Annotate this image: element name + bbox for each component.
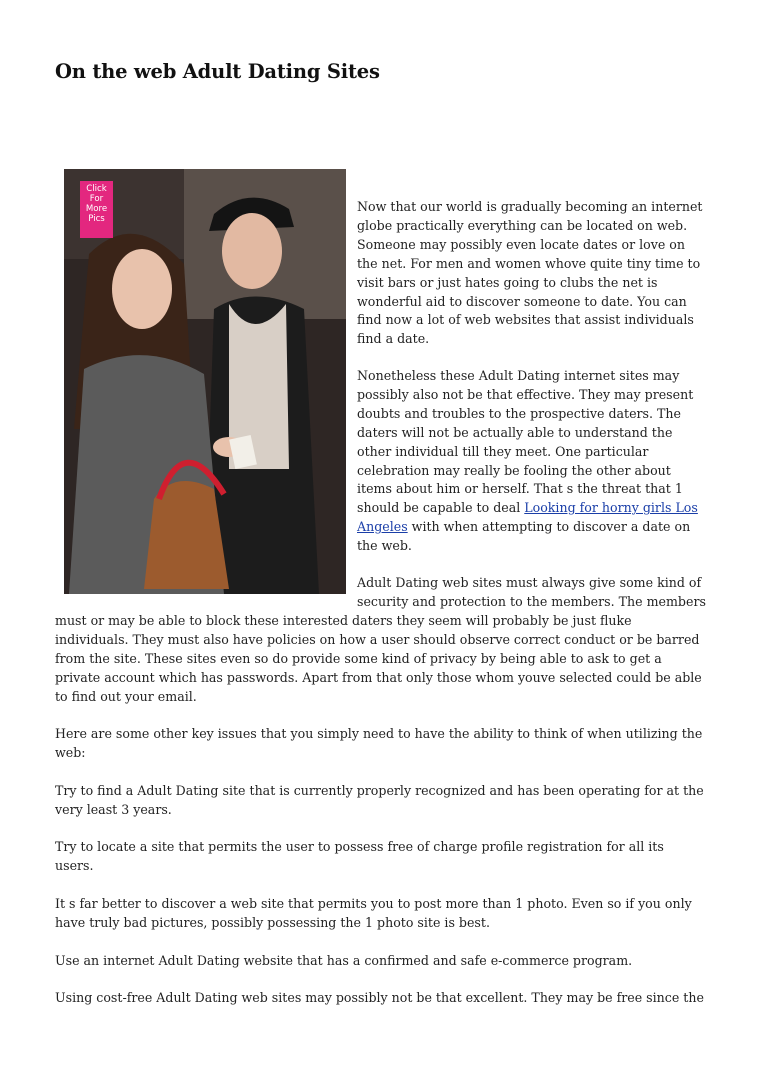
paragraph-nonetheless	[357, 367, 713, 556]
los-angeles-link-continued[interactable]: Angeles	[357, 519, 408, 535]
paragraph-security-start	[357, 574, 713, 612]
text-line: possibly also not be that effective. They may present	[357, 386, 694, 402]
text-line: wonderful aid to discover someone to date. You can	[357, 293, 687, 309]
text-line: web:	[55, 744, 86, 760]
paragraph-photos	[55, 895, 715, 933]
text-line: Adult Dating web sites must always give some kind of	[357, 575, 702, 590]
article-photo	[64, 169, 346, 594]
paragraph-key-issues	[55, 725, 715, 763]
text-line: visit bars or just hates going to clubs the net is	[357, 274, 658, 290]
badge-line: More	[85, 204, 108, 214]
paragraph-security-continued	[55, 612, 715, 707]
badge-line: Pics	[88, 214, 105, 224]
paragraph-intro	[357, 198, 713, 349]
text-fragment: should be capable to deal	[357, 500, 525, 516]
text-line: daters will not be actually able to understand the	[357, 424, 673, 440]
text-line: from the site. These sites even so do provide some kind of privacy by being able to ask to get a	[55, 650, 662, 666]
text-line: Using cost-free Adult Dating web sites may possibly not be that excellent. They may be free since the	[55, 990, 704, 1005]
los-angeles-link[interactable]: Looking for horny girls Los	[524, 500, 698, 516]
text-line: must or may be able to block these interested daters they seem will probably be just fluke	[55, 613, 632, 628]
text-line: find a date.	[357, 331, 430, 347]
text-line: Now that our world is gradually becoming an internet	[357, 199, 703, 214]
badge-line: For	[89, 194, 104, 204]
paragraph-recognized-site	[55, 782, 715, 820]
text-line: doubts and troubles to the prospective daters. The	[357, 405, 681, 421]
text-line: private account which has passwords. Apart from that only those whom youve selected could be able	[55, 669, 702, 685]
text-line: globe practically everything can be located on web.	[357, 217, 688, 233]
paragraph-free-registration	[55, 838, 715, 876]
text-line: to find out your email.	[55, 688, 197, 704]
text-line: Try to locate a site that permits the user to possess free of charge profile registration for all its	[55, 839, 664, 854]
paragraph-cost-free	[55, 989, 715, 1008]
text-line: very least 3 years.	[55, 801, 172, 817]
text-line: Here are some other key issues that you simply need to have the ability to think of when utilizing the	[55, 726, 703, 741]
text-line: users.	[55, 857, 94, 873]
paragraph-ecommerce	[55, 952, 715, 971]
text-line: items about him or herself. That s the threat that 1	[357, 481, 683, 497]
text-line: find now a lot of web websites that assist individuals	[357, 312, 694, 328]
click-for-more-pics-badge[interactable]	[80, 181, 113, 238]
text-line: celebration may really be fooling the other about	[357, 462, 671, 478]
text-line: Use an internet Adult Dating website that has a confirmed and safe e-commerce program.	[55, 953, 633, 968]
text-line: the web.	[357, 538, 412, 554]
text-line: the net. For men and women whove quite tiny time to	[357, 255, 701, 271]
page-title: On the web Adult Dating Sites	[55, 60, 380, 83]
text-line: It s far better to discover a web site that permits you to post more than 1 photo. Even so if you only	[55, 896, 692, 911]
text-line: have truly bad pictures, possibly possessing the 1 photo site is best.	[55, 914, 490, 930]
text-fragment: with when attempting to discover a date on	[407, 519, 691, 535]
text-line: security and protection to the members. The members	[357, 593, 706, 609]
badge-line: Click	[86, 184, 107, 194]
text-line: Someone may possibly even locate dates or love on	[357, 236, 685, 252]
text-line: other individual till they meet. One particular	[357, 443, 649, 459]
text-line: Nonetheless these Adult Dating internet sites may	[357, 368, 680, 383]
text-line: individuals. They must also have policies on how a user should observe correct conduct or be barred	[55, 631, 700, 647]
text-line: Try to find a Adult Dating site that is currently properly recognized and has been operating for at the	[55, 783, 704, 798]
